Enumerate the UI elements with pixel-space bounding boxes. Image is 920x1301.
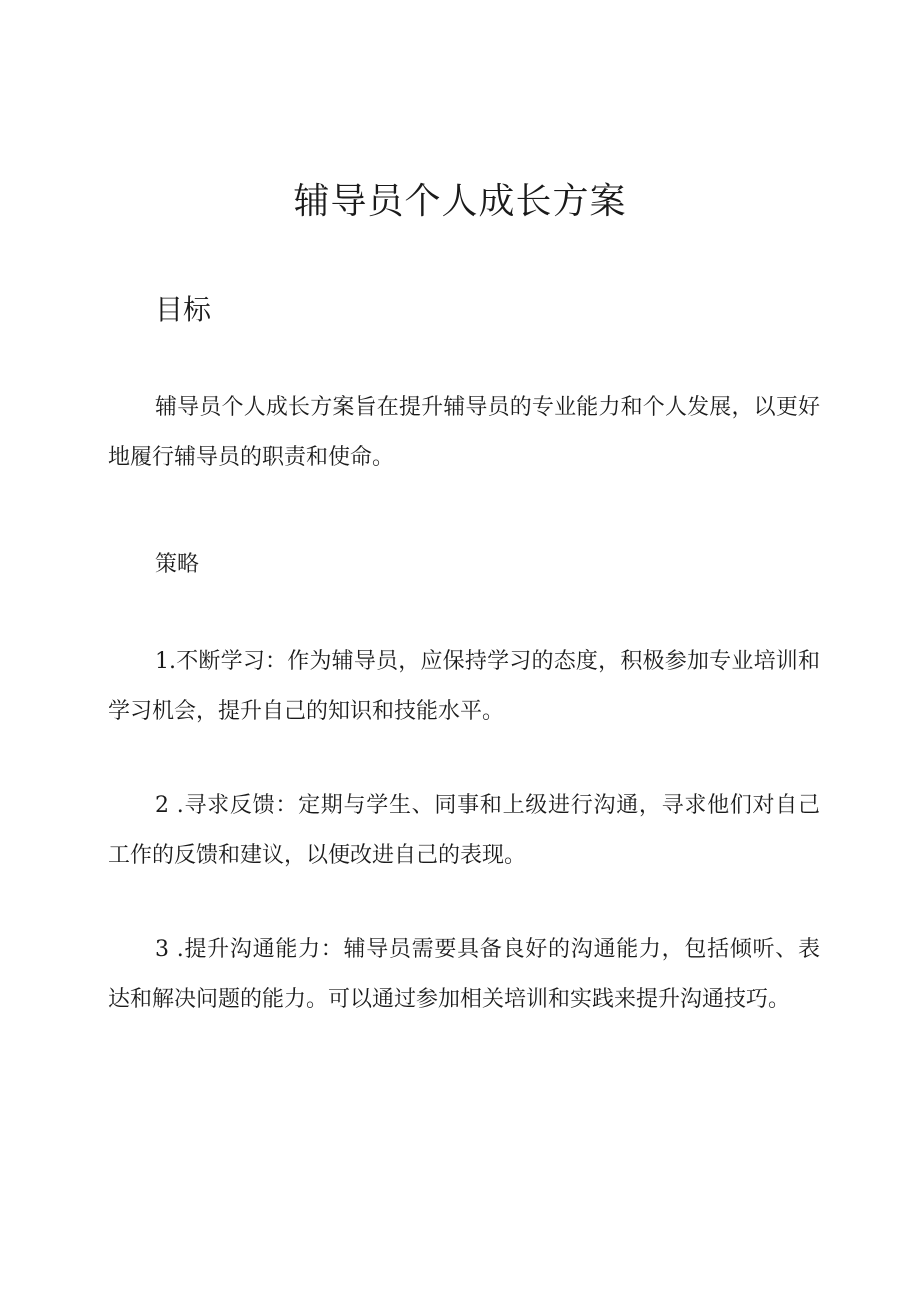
item-number: 2 . <box>155 793 184 818</box>
strategy-item-2 <box>108 781 820 881</box>
goal-heading: 目标 <box>155 293 212 326</box>
strategy-item-1 <box>108 637 820 737</box>
item-number: 3 . <box>155 937 184 962</box>
document-title: 辅导员个人成长方案 <box>293 181 627 222</box>
item-text: 不断学习：作为辅导员，应保持学习的态度，积极参加专业培训和学习机会，提升自己的知识和技能水平。 <box>108 649 820 724</box>
item-text: 提升沟通能力：辅导员需要具备良好的沟通能力，包括倾听、表达和解决问题的能力。可以通过参加相关培训和实践来提升沟通技巧。 <box>108 937 820 1012</box>
item-text: 寻求反馈：定期与学生、同事和上级进行沟通，寻求他们对自己工作的反馈和建议，以便改进自己的表现。 <box>108 793 820 868</box>
strategy-heading: 策略 <box>155 552 200 577</box>
goal-paragraph: 辅导员个人成长方案旨在提升辅导员的专业能力和个人发展，以更好地履行辅导员的职责和使命。 <box>108 395 820 470</box>
strategy-item-3 <box>108 925 820 1025</box>
item-number: 1. <box>155 649 176 674</box>
